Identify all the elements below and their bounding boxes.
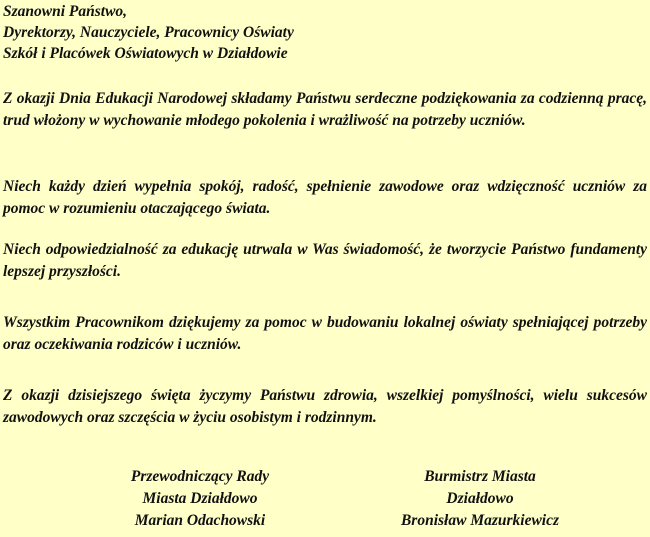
greeting-block xyxy=(3,1,294,64)
signature-left-institution: Miasta Działdowo xyxy=(142,490,258,507)
greeting-salutation: Szanowni Państwo, xyxy=(3,3,128,20)
paragraph-wishes: Z okazji dzisiejszego święta życzymy Państwu zdrowia, wszelkiej pomyślności, wielu sukcesów zawodowych oraz szczęścia w życiu osobistym i rodzinnym. xyxy=(3,387,647,426)
signature-right-title: Burmistrz Miasta xyxy=(424,468,536,485)
signature-left-title: Przewodniczący Rady xyxy=(130,468,270,485)
paragraph-thanks: Z okazji Dnia Edukacji Narodowej składamy Państwu serdeczne podziękowania za codzienną pracę, trud włożony w wychowanie młodego pokolenia i wrażliwość na potrzeby uczniów. xyxy=(3,90,647,129)
signature-mayor xyxy=(365,466,595,532)
paragraph-responsibility: Niech odpowiedzialność za edukację utrwala w Was świadomość, że tworzycie Państwo fundamenty lepszej przyszłości. xyxy=(3,241,647,280)
signature-council-chairman xyxy=(95,466,305,532)
signature-right-institution: Działdowo xyxy=(446,490,514,507)
paragraph-staff-thanks: Wszystkim Pracownikom dziękujemy za pomoc w budowaniu lokalnej oświaty spełniającej potrzeby oraz oczekiwania rodziców i uczniów. xyxy=(3,314,647,353)
greeting-institutions: Szkół i Placówek Oświatowych w Działdowie xyxy=(3,45,288,62)
greeting-recipients: Dyrektorzy, Nauczyciele, Pracownicy Oświaty xyxy=(3,24,294,41)
signature-left-name: Marian Odachowski xyxy=(134,512,266,529)
signature-right-name: Bronisław Mazurkiewicz xyxy=(400,512,560,529)
paragraph-every-day: Niech każdy dzień wypełnia spokój, radość, spełnienie zawodowe oraz wdzięczność uczniów za pomoc w rozumieniu otaczającego świata. xyxy=(3,178,647,217)
